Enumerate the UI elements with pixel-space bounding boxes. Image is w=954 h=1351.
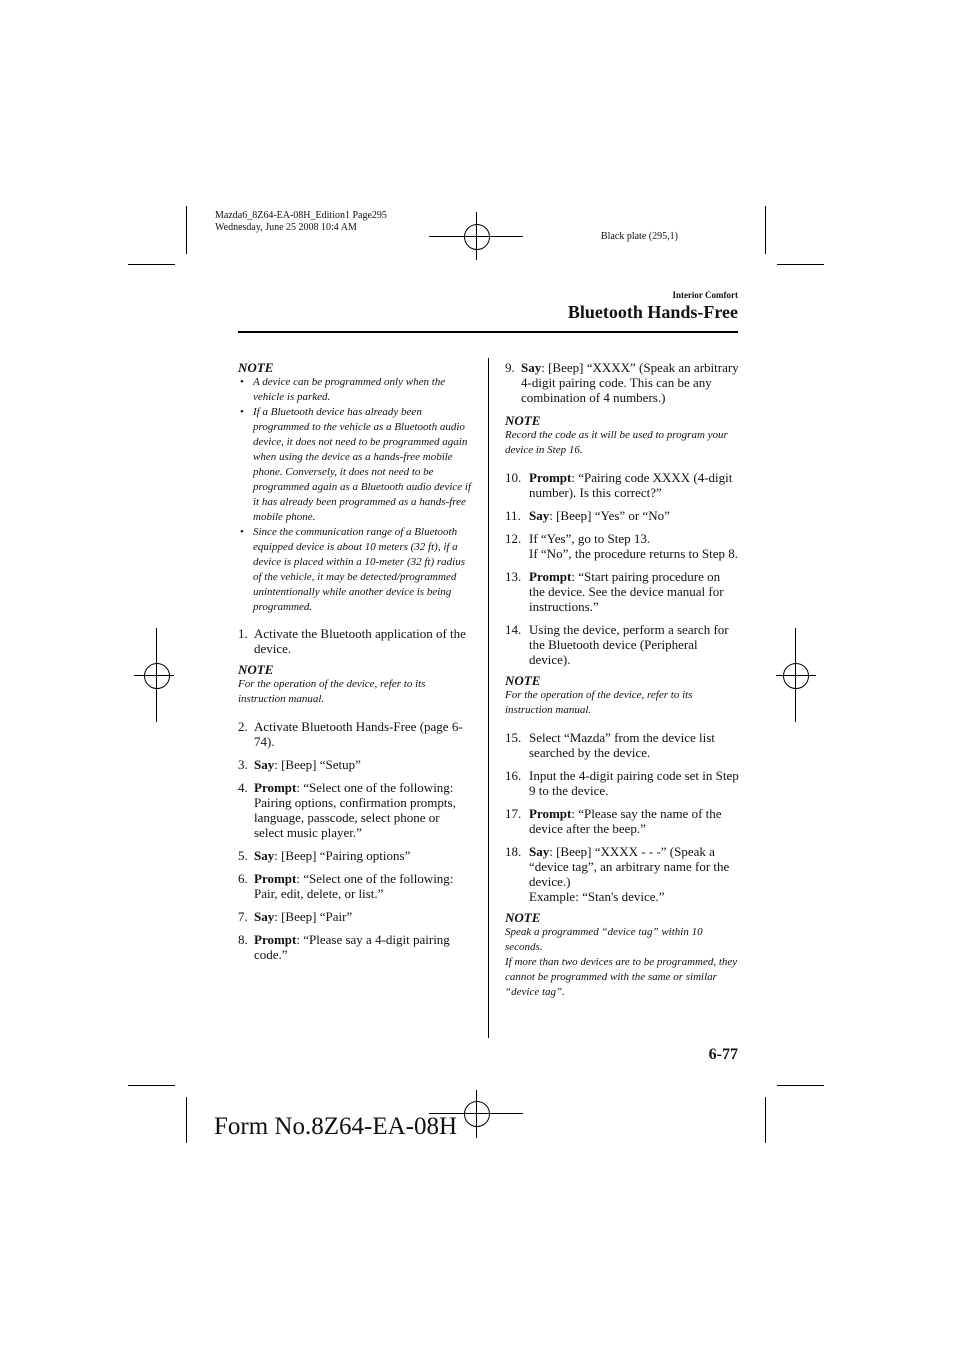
step-keyword: Say — [254, 848, 275, 863]
step-keyword: Say — [254, 757, 275, 772]
step-item — [238, 780, 472, 840]
note-heading: NOTE — [238, 662, 274, 677]
right-column — [505, 352, 739, 1000]
step-keyword: Prompt — [529, 470, 572, 485]
step-number: 13. — [505, 569, 522, 584]
step-item — [505, 569, 739, 614]
step-number: 5. — [238, 848, 248, 863]
step-number: 6. — [238, 871, 248, 886]
step-item — [238, 932, 472, 962]
step-text: : “Select one of the following: Pairing options, confirmation prompts, language, passcode, select phone or select music player.” — [254, 780, 456, 840]
note-heading: NOTE — [505, 673, 541, 688]
note-heading: NOTE — [505, 413, 541, 428]
left-column — [238, 358, 472, 962]
step-number: 17. — [505, 806, 522, 821]
step-text: : “Pairing code XXXX (4-digit number). Is this correct?” — [529, 470, 733, 500]
note-text: For the operation of the device, refer to its instruction manual. — [238, 678, 426, 705]
step-keyword: Say — [529, 844, 550, 859]
step-item — [505, 622, 739, 667]
page-number: 6-77 — [708, 1046, 738, 1063]
step-text: Using the device, perform a search for the Bluetooth device (Peripheral device). — [529, 622, 729, 667]
note-heading: NOTE — [505, 910, 541, 925]
step-keyword: Say — [521, 360, 542, 375]
step-text: : [Beep] “XXXX” (Speak an arbitrary 4-digit pairing code. This can be any combination of 4 numbers.) — [521, 360, 739, 405]
section-category: Interior Comfort — [672, 290, 738, 300]
note-heading: NOTE — [238, 360, 274, 375]
step-keyword: Prompt — [254, 932, 297, 947]
step-item — [505, 360, 739, 405]
step-item — [505, 844, 739, 904]
note-text: For the operation of the device, refer to its instruction manual. — [505, 689, 693, 716]
section-title: Bluetooth Hands-Free — [567, 302, 738, 322]
step-keyword: Prompt — [529, 569, 572, 584]
step-text: Activate the Bluetooth application of the device. — [254, 626, 466, 656]
print-date-line: Wednesday, June 25 2008 10:4 AM — [215, 222, 357, 233]
step-item — [505, 470, 739, 500]
step-text: Input the 4-digit pairing code set in Step 9 to the device. — [529, 768, 739, 798]
step-keyword: Say — [254, 909, 275, 924]
step-number: 18. — [505, 844, 522, 859]
step-item — [505, 531, 739, 561]
step-text: If “Yes”, go to Step 13. — [529, 531, 651, 546]
step-number: 1. — [238, 626, 248, 641]
step-number: 9. — [505, 360, 515, 375]
form-number: Form No.8Z64-EA-08H — [214, 1113, 458, 1140]
note-bullet: • Since the communication range of a Bluetooth equipped device is about 10 meters (32 ft), if a device is placed within a 10-meter (32 ft) radius of the vehicle, it may be detected/programmed unintentionally while another device is being programmed. — [238, 525, 472, 615]
step-number: 16. — [505, 768, 522, 783]
step-keyword: Prompt — [529, 806, 572, 821]
step-text: : [Beep] “Yes” or “No” — [549, 508, 670, 523]
step-text: : “Select one of the following: Pair, edit, delete, or list.” — [254, 871, 454, 901]
column-divider — [488, 358, 489, 1038]
step-number: 12. — [505, 531, 522, 546]
step-item — [238, 626, 472, 656]
note-bullet-list — [238, 375, 472, 615]
note-bullet: • If a Bluetooth device has already been programmed to the vehicle as a Bluetooth audio device, it does not need to be programmed again when using the device as a hands-free mobile phone. Conversely, it does not need to be programmed again as a Bluetooth audio device if it has already been programmed as a hands-free mobile phone. — [238, 405, 472, 525]
note-text: Record the code as it will be used to program your device in Step 16. — [505, 429, 728, 456]
print-file-line: Mazda6_8Z64-EA-08H_Edition1 Page295 — [215, 210, 387, 221]
step-text-line2: Example: “Stan's device.” — [529, 889, 665, 904]
step-text: Activate Bluetooth Hands-Free (page 6-74). — [254, 719, 463, 749]
header-rule — [238, 331, 738, 333]
step-item — [505, 730, 739, 760]
plate-label: Black plate (295,1) — [601, 231, 678, 242]
step-number: 15. — [505, 730, 522, 745]
step-item — [505, 508, 739, 523]
step-text: : [Beep] “Setup” — [274, 757, 361, 772]
step-item — [238, 909, 472, 924]
step-item — [238, 871, 472, 901]
step-keyword: Prompt — [254, 871, 297, 886]
step-number: 3. — [238, 757, 248, 772]
step-number: 14. — [505, 622, 522, 637]
step-number: 4. — [238, 780, 248, 795]
step-keyword: Prompt — [254, 780, 297, 795]
note-text: Speak a programmed “device tag” within 10 seconds. — [505, 926, 703, 953]
note-bullet: • A device can be programmed only when the vehicle is parked. — [238, 375, 472, 405]
step-number: 10. — [505, 470, 522, 485]
step-item — [238, 757, 472, 772]
step-keyword: Say — [529, 508, 550, 523]
step-text: : “Please say a 4-digit pairing code.” — [254, 932, 450, 962]
note-text: If more than two devices are to be programmed, they cannot be programmed with the same or similar “device tag”. — [505, 956, 738, 998]
step-item — [505, 806, 739, 836]
step-text: : “Please say the name of the device after the beep.” — [529, 806, 722, 836]
step-number: 11. — [505, 508, 521, 523]
step-item — [238, 848, 472, 863]
step-text: : [Beep] “Pair” — [274, 909, 353, 924]
step-number: 7. — [238, 909, 248, 924]
step-item — [505, 768, 739, 798]
step-text: : “Start pairing procedure on the device. See the device manual for instructions.” — [529, 569, 724, 614]
step-item — [238, 719, 472, 749]
step-text: Select “Mazda” from the device list searched by the device. — [529, 730, 715, 760]
step-text-line2: If “No”, the procedure returns to Step 8. — [529, 546, 739, 561]
step-text: : [Beep] “Pairing options” — [274, 848, 411, 863]
step-number: 8. — [238, 932, 248, 947]
print-header — [215, 210, 387, 234]
step-text: : [Beep] “XXXX - - -” (Speak a “device tag”, an arbitrary name for the device.) — [529, 844, 730, 889]
step-number: 2. — [238, 719, 248, 734]
